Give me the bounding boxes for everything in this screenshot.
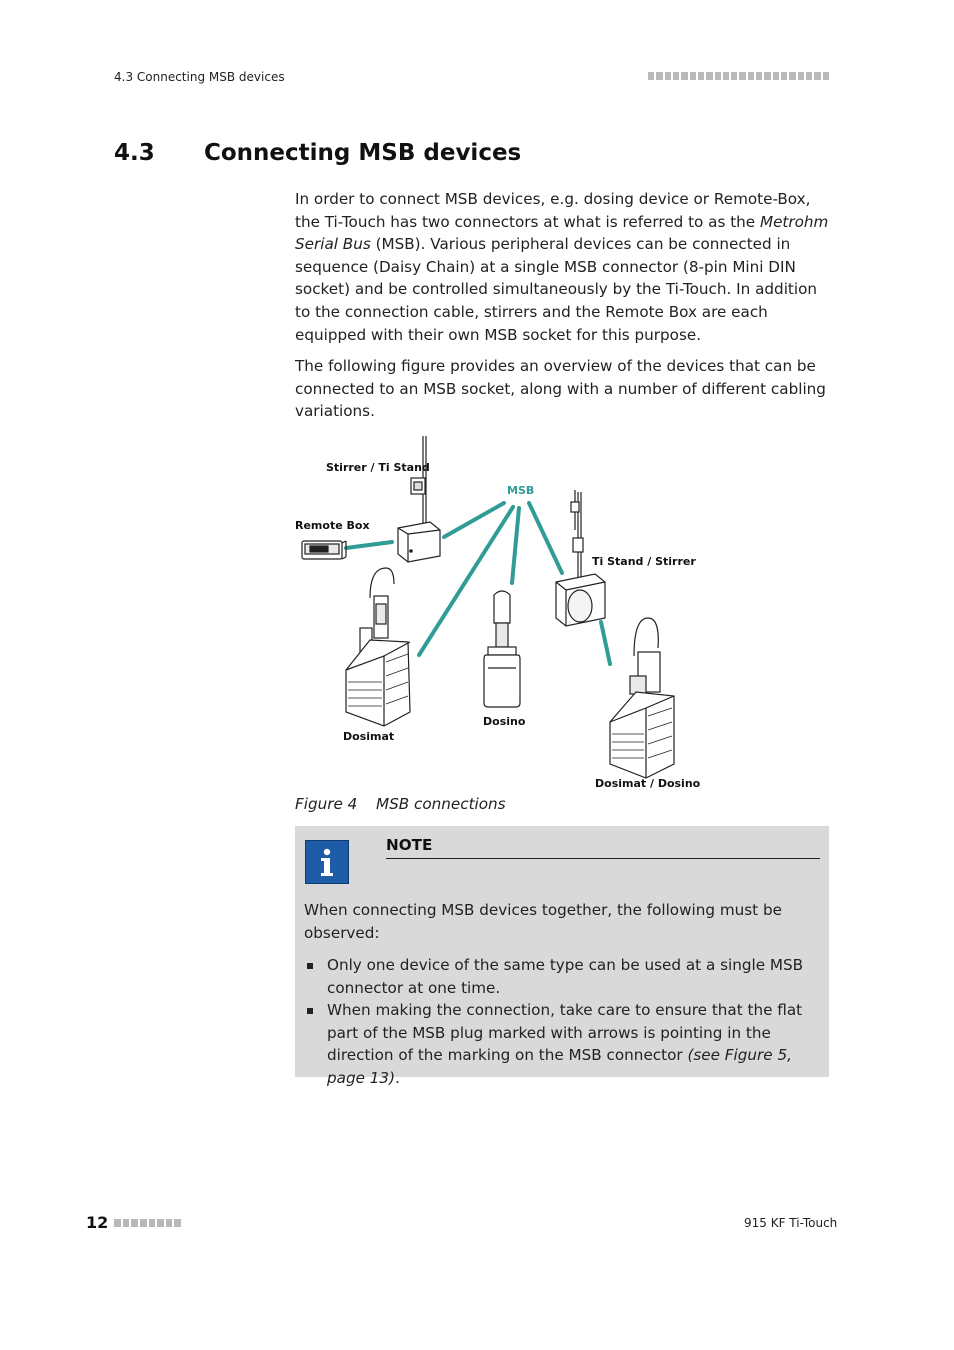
cable-dosimat-dosino — [601, 622, 610, 664]
bullet-marker — [307, 1008, 313, 1014]
section-number: 4.3 — [114, 140, 155, 166]
bullet-marker — [307, 963, 313, 969]
page-number: 12 — [86, 1213, 109, 1232]
label-remote-box: Remote Box — [295, 519, 370, 532]
label-dosimat: Dosimat — [343, 730, 395, 743]
cable-ti-stand — [529, 503, 562, 573]
label-ti-stand-stirrer: Ti Stand / Stirrer — [592, 555, 696, 568]
section-title: Connecting MSB devices — [204, 140, 522, 166]
dosimat-device — [346, 568, 410, 726]
cable-dosino — [512, 508, 519, 583]
label-dosimat-dosino: Dosimat / Dosino — [595, 777, 701, 790]
running-header: 4.3 Connecting MSB devices — [114, 70, 285, 84]
note-intro: When connecting MSB devices together, the following must be observed: — [304, 901, 782, 942]
figure-caption — [295, 795, 506, 813]
intro-text-part2: (MSB). Various peripheral devices can be connected in sequence (Daisy Chain) at a single MSB connector (8-pin Mini DIN socket) and be controlled simultaneously by the Ti-Touch. In addition to the connection cable, stirrers and the Remote Box are each equipped with their own MSB socket for this purpose. — [295, 235, 818, 344]
stirrer-ti-stand-device — [398, 436, 440, 562]
figure-caption-text: MSB connections — [376, 795, 506, 813]
footer-decoration — [114, 1219, 181, 1227]
label-dosino: Dosino — [483, 715, 526, 728]
remote-box-device — [302, 541, 346, 559]
intro-emphasis: Metrohm Serial Bus — [295, 212, 829, 254]
footer-product-name: 915 KF Ti-Touch — [744, 1216, 838, 1230]
list-item — [304, 954, 814, 999]
bullet-text: When making the connection, take care to ensure that the flat part of the MSB plug marked with arrows is pointing in the direction of the marking on the MSB connector — [327, 1001, 803, 1065]
overview-paragraph: The following figure provides an overview of the devices that can be connected to an MSB socket, along with a number of different cabling variations. — [295, 357, 826, 421]
cable-remote-box — [346, 542, 392, 548]
intro-text-part1: In order to connect MSB devices, e.g. dosing device or Remote-Box, the Ti-Touch has two connectors at what is referred to as the — [295, 190, 811, 231]
bullet-text-end: . — [395, 1068, 400, 1087]
section-heading — [114, 140, 521, 166]
list-item — [304, 999, 814, 1089]
intro-paragraph — [295, 188, 829, 346]
note-bullet-list — [304, 954, 814, 1090]
figure-number: Figure 4 — [295, 795, 358, 813]
dosino-device — [484, 591, 520, 707]
info-icon — [305, 840, 349, 884]
cross-reference-link[interactable]: (see Figure 5, page 13) — [327, 1046, 792, 1087]
label-msb: MSB — [507, 484, 535, 497]
header-decoration — [648, 72, 829, 80]
dosimat-dosino-device — [610, 618, 674, 778]
note-divider — [386, 858, 820, 859]
note-title: NOTE — [386, 836, 433, 854]
bullet-text: Only one device of the same type can be used at a single MSB connector at one time. — [327, 956, 804, 997]
label-stirrer-ti-stand: Stirrer / Ti Stand — [326, 461, 430, 474]
